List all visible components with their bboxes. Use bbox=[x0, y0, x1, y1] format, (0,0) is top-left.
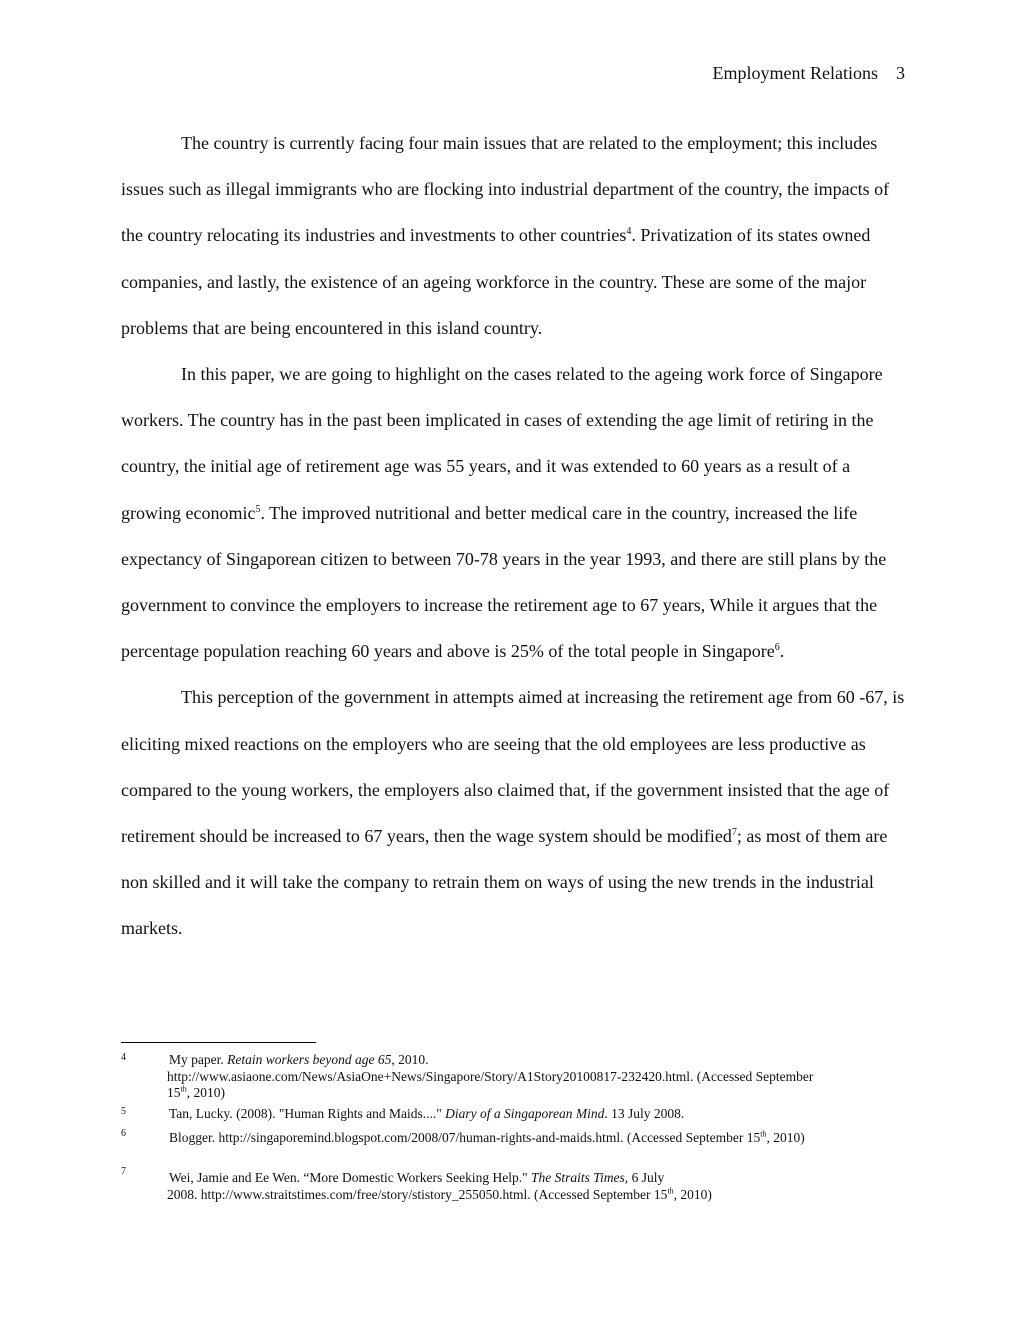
paragraph-1 bbox=[121, 120, 911, 351]
footnote-4-date-b: , 2010) bbox=[186, 1085, 225, 1100]
footnote-ref-6: 6 bbox=[774, 642, 780, 654]
footnote-7-number: 7 bbox=[121, 1166, 126, 1177]
footnote-4-number: 4 bbox=[121, 1052, 126, 1063]
footnote-4 bbox=[121, 1052, 911, 1102]
footnote-4-text-a: My paper. bbox=[169, 1052, 228, 1067]
footnote-7-text-b: 6 July bbox=[628, 1170, 665, 1185]
body-text bbox=[121, 120, 911, 952]
footnote-5-text-b: . 13 July 2008. bbox=[604, 1106, 685, 1121]
paragraph-2-text-b: . The improved nutritional and better medical care in the country, increased the life expectancy of Singaporean citizen to between 70-78 years in the year 1993, and there are still plans by the government to convince the employers to increase the retirement age to 67 years, While it argues that the percentage population reaching 60 years and above is 25% of the total people in Singapore bbox=[121, 502, 887, 662]
footnote-ref-4: 4 bbox=[626, 226, 632, 238]
page-number: 3 bbox=[896, 63, 905, 83]
header-title: Employment Relations bbox=[712, 63, 878, 83]
footnote-7-text-a: Wei, Jamie and Ee Wen. “More Domestic Workers Seeking Help." bbox=[169, 1170, 532, 1185]
footnote-ref-5: 5 bbox=[255, 503, 261, 515]
footnote-7-sup: th bbox=[667, 1186, 674, 1195]
footnote-7-text-c: 2008. http://www.straitstimes.com/free/story/stistory_255050.html. (Accessed September 15 bbox=[167, 1186, 668, 1202]
footnote-5-line bbox=[169, 1106, 911, 1123]
footnote-ref-7: 7 bbox=[731, 827, 737, 839]
paragraph-3-text-a: This perception of the government in attempts aimed at increasing the retirement age from 60 -67, is eliciting mixed reactions on the employers who are seeing that the old employees are less productive as compared to the young workers, the employers also claimed that, if the government insisted that the age of retirement should be increased to 67 years, then the wage system should be modified bbox=[121, 687, 905, 847]
paragraph-2-text-c: . bbox=[779, 641, 785, 662]
footnote-7 bbox=[121, 1166, 911, 1203]
footnote-6-number: 6 bbox=[121, 1128, 126, 1139]
footnote-5-title: Diary of a Singaporean Mind bbox=[445, 1106, 605, 1121]
footnote-7-line-1 bbox=[169, 1166, 911, 1187]
paragraph-1-text-a: The country is currently facing four main issues that are related to the employment; this includes issues such as illegal immigrants who are flocking into industrial department of the country, the impacts of the country relocating its industries and investments to other countries bbox=[121, 133, 890, 246]
footnote-4-line-1 bbox=[169, 1052, 911, 1069]
footnote-4-date-a: 15 bbox=[167, 1085, 181, 1100]
footnote-6-text-a: Blogger. http://singaporemind.blogspot.com/2008/07/human-rights-and-maids.html. (Accessed September 15 bbox=[169, 1130, 761, 1145]
footnote-7-text-d: , 2010) bbox=[673, 1186, 712, 1202]
paragraph-2-text-a: In this paper, we are going to highlight on the cases related to the ageing work force of Singapore workers. The country has in the past been implicated in cases of extending the age limit of retiring in the country, the initial age of retirement age was 55 years, and it was extended to 60 years as a result of a growing economic bbox=[121, 364, 883, 523]
footnote-5 bbox=[121, 1106, 911, 1123]
footnote-4-text-b: , 2010. bbox=[391, 1052, 429, 1067]
footnote-7-line-2 bbox=[167, 1187, 911, 1204]
paragraph-2 bbox=[121, 351, 911, 674]
footnote-7-title: The Straits Times, bbox=[531, 1170, 629, 1185]
footnote-6-line bbox=[169, 1128, 911, 1147]
footnote-4-line-2: http://www.asiaone.com/News/AsiaOne+News/Singapore/Story/A1Story20100817-232420.html. (Accessed September bbox=[167, 1068, 814, 1084]
footnote-separator bbox=[121, 1042, 316, 1043]
footnote-5-number: 5 bbox=[121, 1106, 126, 1117]
running-header bbox=[713, 62, 905, 84]
footnote-5-text-a: Tan, Lucky. (2008). "Human Rights and Maids...." bbox=[169, 1106, 446, 1121]
footnote-4-date-sup: th bbox=[180, 1084, 187, 1094]
paragraph-3 bbox=[121, 674, 911, 951]
paragraph-3-text-b: ; as most of them are non skilled and it will take the company to retrain them on ways of using the new trends in the industrial markets. bbox=[121, 826, 888, 939]
footnote-4-line-3 bbox=[167, 1085, 911, 1102]
footnote-6-text-b: , 2010) bbox=[766, 1130, 805, 1145]
footnote-4-title: Retain workers beyond age 65 bbox=[227, 1052, 392, 1067]
footnote-6-sup: th bbox=[760, 1129, 767, 1139]
footnote-6 bbox=[121, 1128, 911, 1147]
paragraph-1-text-b: . Privatization of its states owned companies, and lastly, the existence of an ageing workforce in the country. These are some of the major problems that are being encountered in this island country. bbox=[121, 225, 871, 338]
